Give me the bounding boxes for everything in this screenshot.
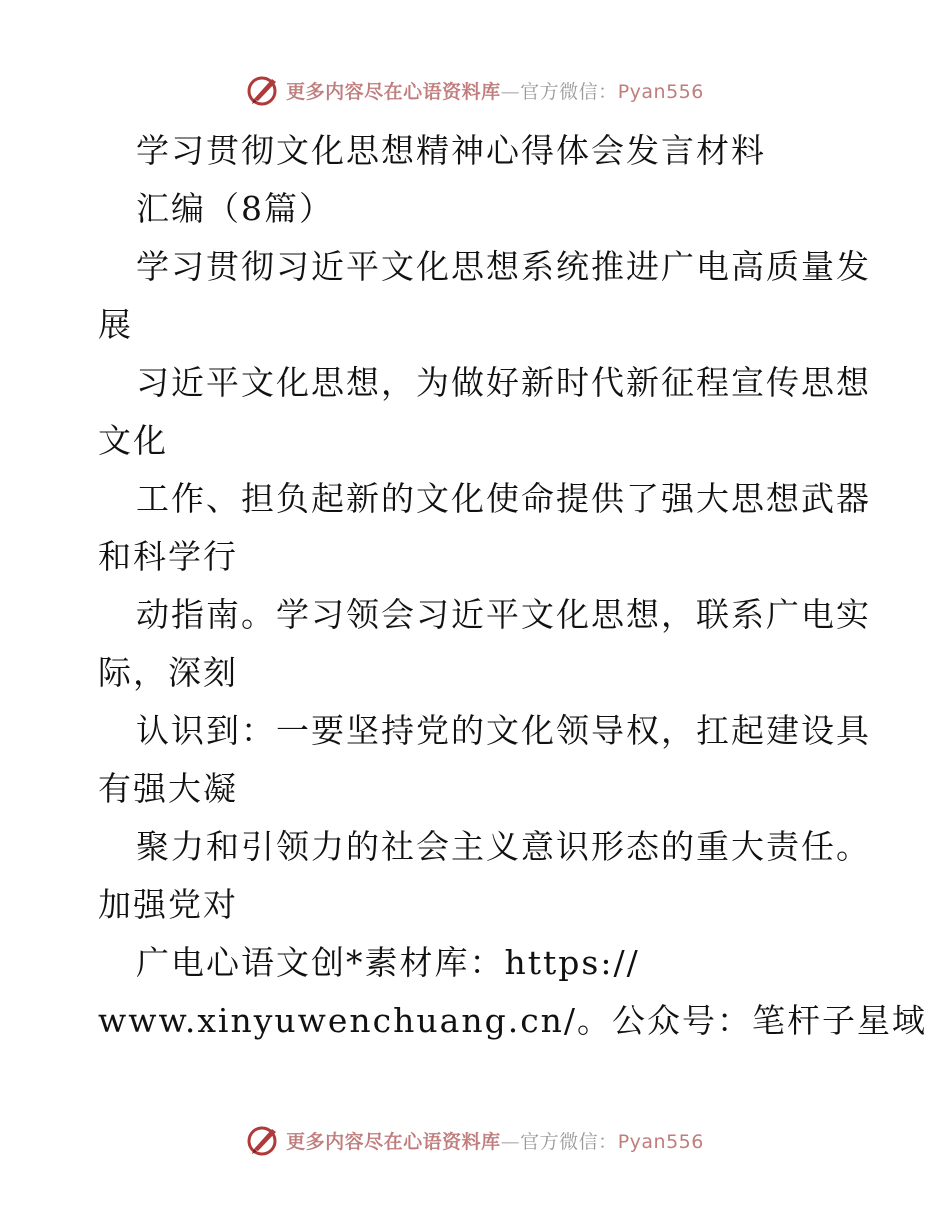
paragraph-line: 工作、担负起新的文化使命提供了强大思想武器 — [136, 479, 871, 518]
banner-dash: — — [500, 80, 521, 103]
paragraph-line: 展 — [98, 305, 133, 344]
paragraph-line: 有强大凝 — [98, 769, 238, 808]
pen-feather-icon — [246, 73, 280, 107]
source-url-line: www.xinyuwenchuang.cn/。公众号：笔杆子星域 — [98, 1001, 928, 1040]
banner-text — [286, 1127, 704, 1154]
footer-banner — [0, 1120, 950, 1160]
banner-text — [286, 77, 704, 104]
paragraph-line: 际，深刻 — [98, 653, 238, 692]
source-line: 广电心语文创*素材库：https:// — [136, 943, 640, 982]
paragraph-line: 认识到：一要坚持党的文化领导权，扛起建设具 — [136, 711, 871, 750]
pen-feather-icon — [246, 1123, 280, 1157]
header-banner — [0, 70, 950, 110]
paragraph-line: 聚力和引领力的社会主义意识形态的重大责任。 — [136, 827, 871, 866]
document-title-line-1: 学习贯彻文化思想精神心得体会发言材料 — [136, 131, 766, 170]
banner-dash: — — [500, 1130, 521, 1153]
paragraph-line: 文化 — [98, 421, 168, 460]
banner-wechat-id: Pyan556 — [617, 80, 704, 103]
document-title-line-2: 汇编（8篇） — [136, 189, 334, 228]
paragraph-line: 动指南。学习领会习近平文化思想，联系广电实 — [136, 595, 871, 634]
banner-wechat-id: Pyan556 — [617, 1130, 704, 1153]
banner-slogan: 更多内容尽在心语资料库 — [286, 1130, 501, 1153]
banner-slogan: 更多内容尽在心语资料库 — [286, 80, 501, 103]
paragraph-line: 习近平文化思想，为做好新时代新征程宣传思想 — [136, 363, 871, 402]
banner-wechat-label: 官方微信： — [520, 1130, 618, 1153]
banner-wechat-label: 官方微信： — [520, 80, 618, 103]
paragraph-line: 学习贯彻习近平文化思想系统推进广电高质量发 — [136, 247, 871, 286]
paragraph-line: 加强党对 — [98, 885, 238, 924]
document-body — [98, 122, 928, 1050]
paragraph-line: 和科学行 — [98, 537, 238, 576]
